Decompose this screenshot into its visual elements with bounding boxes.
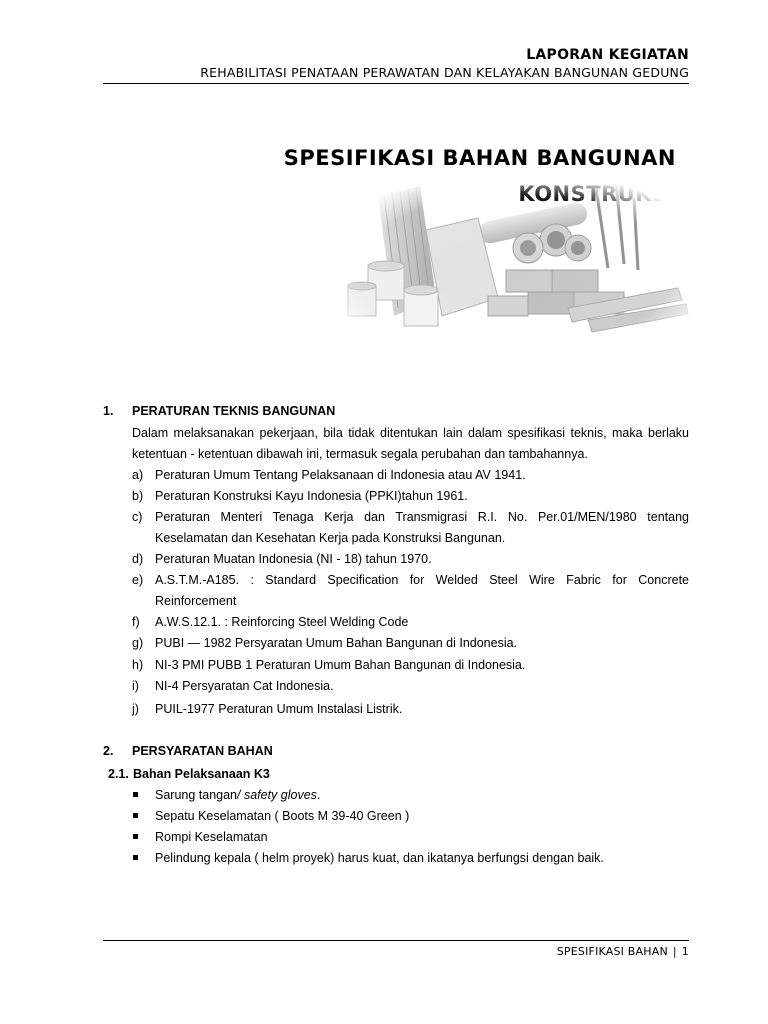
report-title: LAPORAN KEGIATAN <box>526 47 689 63</box>
building-materials-illustration <box>338 178 690 350</box>
section-heading <box>0 401 768 421</box>
list-marker: a) <box>132 468 144 482</box>
list-item <box>0 655 768 675</box>
section-number: 2. <box>103 744 114 758</box>
list-marker: c) <box>132 510 143 524</box>
bullet-item <box>0 827 768 847</box>
list-item-text: Peraturan Umum Tentang Pelaksanaan di Indonesia atau AV 1941. <box>155 468 526 482</box>
list-item <box>0 676 768 696</box>
square-bullet-icon <box>133 792 138 797</box>
list-item-text: NI-3 PMI PUBB 1 Peraturan Umum Bahan Bangunan di Indonesia. <box>155 658 526 672</box>
footer-separator: | <box>672 945 677 958</box>
document-title-line1: SPESIFIKASI BAHAN BANGUNAN <box>283 146 676 170</box>
list-item <box>0 570 768 608</box>
list-item-text: PUIL-1977 Peraturan Umum Instalasi Listrik. <box>155 702 403 716</box>
list-marker: i) <box>132 679 139 693</box>
footer-text <box>557 945 689 958</box>
list-item-text: NI-4 Persyaratan Cat Indonesia. <box>155 679 334 693</box>
list-item <box>0 486 768 506</box>
list-item <box>0 633 768 653</box>
section-title: PERSYARATAN BAHAN <box>132 744 273 758</box>
list-marker: j) <box>132 702 139 716</box>
list-marker: g) <box>132 636 144 650</box>
square-bullet-icon <box>133 855 138 860</box>
footer-label: SPESIFIKASI BAHAN <box>556 945 668 958</box>
list-marker: f) <box>132 615 140 629</box>
list-marker: h) <box>132 658 144 672</box>
square-bullet-icon <box>133 813 138 818</box>
list-item <box>0 549 768 569</box>
list-item <box>0 612 768 632</box>
header-divider <box>103 83 689 84</box>
list-item-text: A.W.S.12.1. : Reinforcing Steel Welding Code <box>155 615 409 629</box>
list-item <box>0 699 768 719</box>
subsection-number: 2.1. <box>108 767 129 781</box>
list-marker: b) <box>132 489 144 503</box>
bullet-item <box>0 785 768 805</box>
section-heading <box>0 741 768 761</box>
list-item-text: Peraturan Muatan Indonesia (NI - 18) tahun 1970. <box>155 552 432 566</box>
subsection-title: Bahan Pelaksanaan K3 <box>133 767 270 781</box>
list-item <box>0 465 768 485</box>
report-subtitle: REHABILITASI PENATAAN PERAWATAN DAN KELAYAKAN BANGUNAN GEDUNG <box>200 65 689 80</box>
bullet-text: Sarung tangan/ safety gloves. <box>155 788 321 802</box>
section-number: 1. <box>103 404 114 418</box>
list-item <box>0 507 768 545</box>
bullet-text: Pelindung kepala ( helm proyek) harus kuat, dan ikatanya berfungsi dengan baik. <box>155 851 604 865</box>
page-number: 1 <box>681 945 689 958</box>
bullet-text: Sepatu Keselamatan ( Boots M 39-40 Green ) <box>155 809 410 823</box>
footer-divider <box>103 940 689 941</box>
bullet-text: Rompi Keselamatan <box>155 830 268 844</box>
list-marker: e) <box>132 573 144 587</box>
list-item-text: Peraturan Konstruksi Kayu Indonesia (PPKI)tahun 1961. <box>155 489 468 503</box>
list-item-text: PUBI — 1982 Persyaratan Umum Bahan Bangunan di Indonesia. <box>155 636 518 650</box>
list-item-text: Peraturan Menteri Tenaga Kerja dan Transmigrasi R.I. No. Per.01/MEN/1980 tentang Keselamatan dan Kesehatan Kerja pada Konstruksi Bangunan. <box>155 510 689 545</box>
square-bullet-icon <box>133 834 138 839</box>
list-marker: d) <box>132 552 144 566</box>
intro-paragraph: Dalam melaksanakan pekerjaan, bila tidak ditentukan lain dalam spesifikasi teknis, maka berlaku ketentuan - ketentuan dibawah ini, termasuk segala perubahan dan tambahannya. <box>132 426 689 461</box>
section-title: PERATURAN TEKNIS BANGUNAN <box>132 404 336 418</box>
subsection-heading <box>0 764 768 784</box>
bullet-item <box>0 848 768 868</box>
bullet-item <box>0 806 768 826</box>
list-item-text: A.S.T.M.-A185. : Standard Specification for Welded Steel Wire Fabric for Concrete Reinforcement <box>155 573 689 608</box>
